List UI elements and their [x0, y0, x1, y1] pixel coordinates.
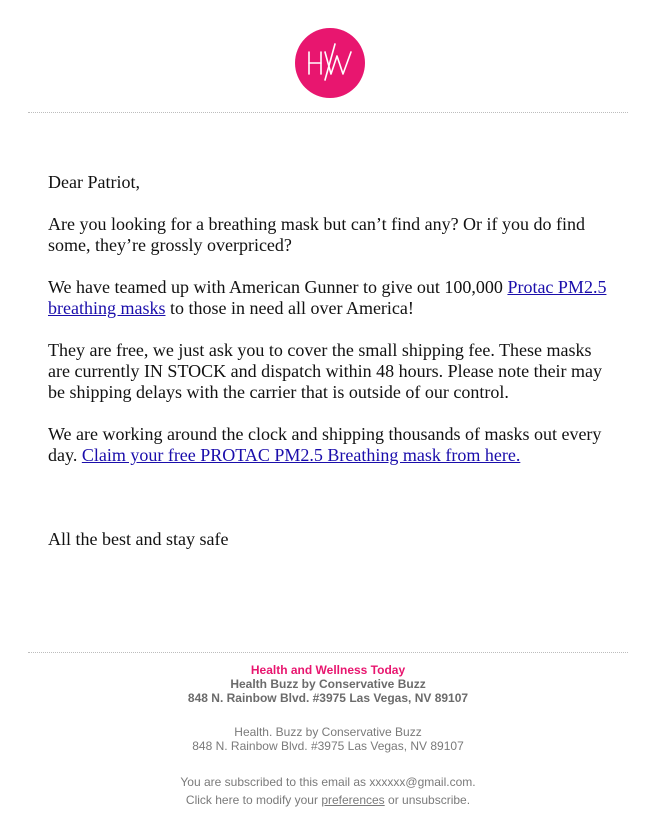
preferences-link[interactable]: preferences	[321, 793, 385, 807]
footer-brand-block	[0, 663, 648, 705]
top-divider	[28, 112, 628, 113]
footer-address: 848 N. Rainbow Blvd. #3975 Las Vegas, NV 89107	[192, 739, 464, 753]
modify-text-after: or unsubscribe.	[384, 793, 471, 807]
paragraph-4	[48, 424, 614, 466]
modify-preferences-line	[0, 791, 648, 809]
paragraph-2-text-before: We have teamed up with American Gunner to give out 100,000	[48, 277, 508, 297]
paragraph-4-text: We are working around the clock and shipping thousands of masks out every day.	[48, 424, 602, 465]
paragraph-2-text-after: to those in need all over America!	[165, 298, 414, 318]
bottom-divider	[28, 652, 628, 653]
greeting: Dear Patriot,	[48, 172, 140, 192]
signoff: All the best and stay safe	[48, 529, 229, 549]
header	[0, 28, 648, 103]
paragraph-2	[48, 277, 614, 319]
footer-subscription-block	[0, 773, 648, 809]
subscription-notice: You are subscribed to this email as xxxxxx@gmail.com.	[180, 775, 476, 789]
spacer	[48, 487, 614, 529]
paragraph-1: Are you looking for a breathing mask but can’t find any? Or if you do find some, they’re grossly overpriced?	[48, 214, 586, 255]
footer-company: Health. Buzz by Conservative Buzz	[234, 725, 422, 739]
brand-logo[interactable]	[295, 28, 365, 98]
paragraph-3: They are free, we just ask you to cover the small shipping fee. These masks are currently IN STOCK and dispatch within 48 hours. Please note their may be shipping delays with the carrier that is outside of our control.	[48, 340, 603, 402]
footer-company-block	[0, 725, 648, 753]
footer-title: Health and Wellness Today	[250, 663, 406, 677]
modify-text-before: Click here to modify your	[185, 793, 322, 807]
footer	[0, 663, 648, 809]
protac-masks-link[interactable]: Protac PM2.5 breathing masks	[48, 277, 607, 318]
hw-logo-icon	[295, 28, 365, 98]
footer-address-bold: 848 N. Rainbow Blvd. #3975 Las Vegas, NV 89107	[187, 691, 469, 705]
footer-company-bold: Health Buzz by Conservative Buzz	[230, 677, 426, 691]
letter-body	[48, 172, 614, 571]
claim-mask-link[interactable]: Claim your free PROTAC PM2.5 Breathing mask from here.	[81, 445, 521, 465]
